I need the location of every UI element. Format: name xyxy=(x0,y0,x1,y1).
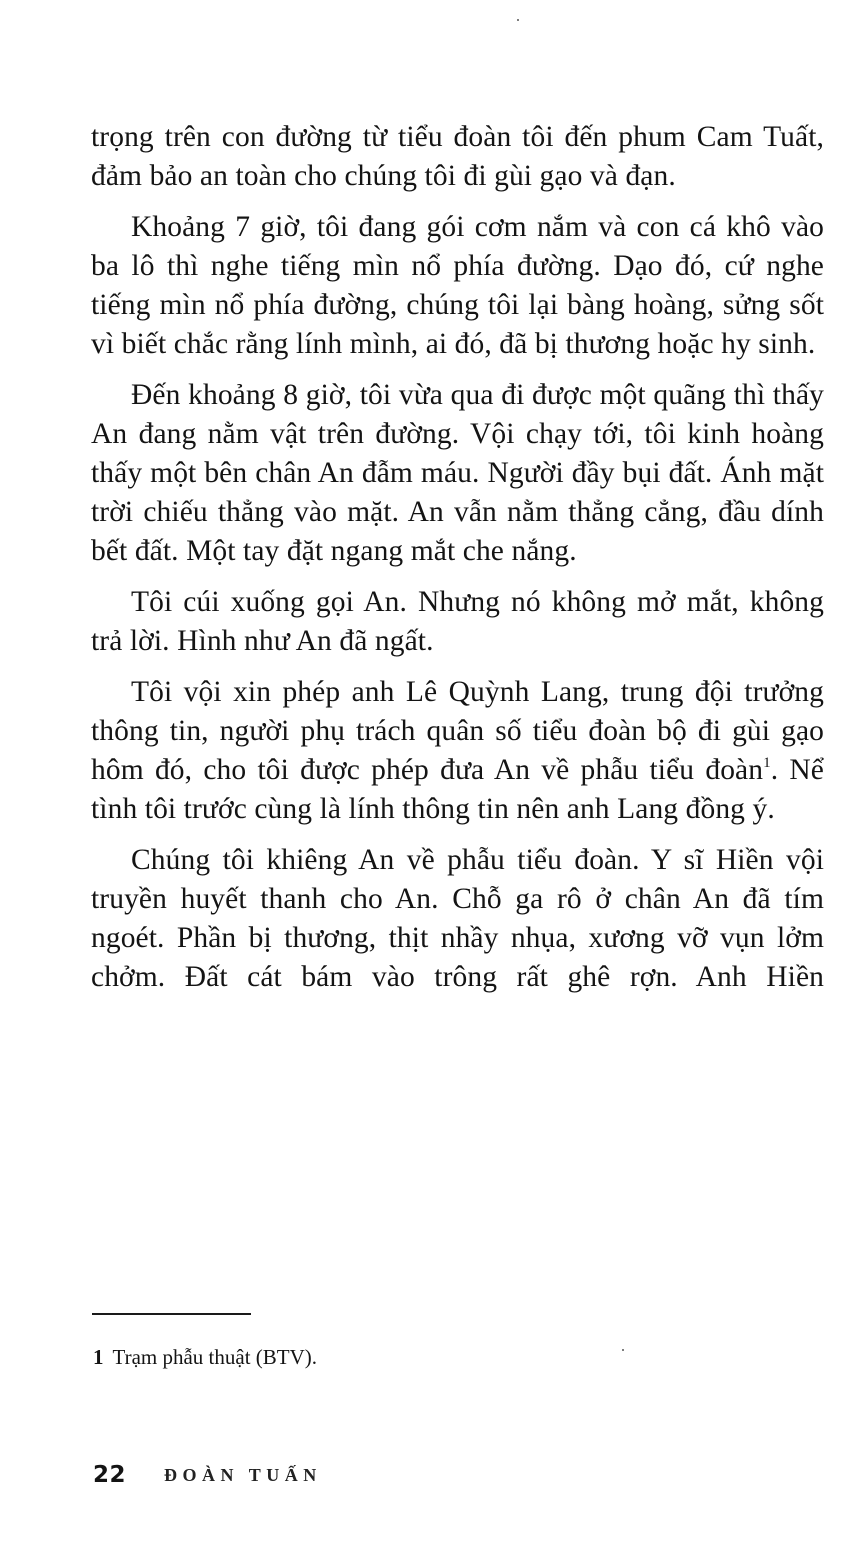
footnote-divider xyxy=(92,1313,251,1315)
paragraph-with-footnote xyxy=(91,673,824,829)
body-text xyxy=(91,118,824,1009)
paragraph: Khoảng 7 giờ, tôi đang gói cơm nắm và con cá khô vào ba lô thì nghe tiếng mìn nổ phía đường. Dạo đó, cứ nghe tiếng mìn nổ phía đường, chúng tôi lại bàng hoàng, sửng sốt vì biết chắc rằng lính mình, ai đó, đã bị thương hoặc hy sinh. xyxy=(91,211,824,360)
scan-speck xyxy=(517,19,519,21)
footnote-text: Trạm phẫu thuật (BTV). xyxy=(112,1345,318,1369)
paragraph: Đến khoảng 8 giờ, tôi vừa qua đi được một quãng thì thấy An đang nằm vật trên đường. Vội chạy tới, tôi kinh hoàng thấy một bên chân An đẫm máu. Người đầy bụi đất. Ánh mặt trời chiếu thẳng vào mặt. An vẫn nằm thẳng cẳng, đầu dính bết đất. Một tay đặt ngang mắt che nắng. xyxy=(91,379,824,567)
paragraph-continued: trọng trên con đường từ tiểu đoàn tôi đến phum Cam Tuất, đảm bảo an toàn cho chúng tôi đi gùi gạo và đạn. xyxy=(91,121,824,192)
paragraph-continues-next-page: Chúng tôi khiêng An về phẫu tiểu đoàn. Y sĩ Hiền vội truyền huyết thanh cho An. Chỗ ga rô ở chân An đã tím ngoét. Phần bị thương, thịt nhầy nhụa, xương vỡ vụn lởm chởm. Đất cát bám vào trông rất ghê rợn. Anh Hiền xyxy=(91,844,824,993)
paragraph-text-after-ref: . Nể tình tôi trước cùng là lính thông tin nên anh Lang đồng ý. xyxy=(91,754,824,825)
paragraph: Tôi cúi xuống gọi An. Nhưng nó không mở mắt, không trả lời. Hình như An đã ngất. xyxy=(91,586,824,657)
author-name: ĐOÀN TUẤN xyxy=(164,1464,322,1485)
footnote xyxy=(93,1343,317,1371)
footnote-reference: 1 xyxy=(763,755,771,771)
page-number: 22 xyxy=(93,1462,127,1488)
scan-speck xyxy=(622,1349,624,1351)
paragraph-text-before-ref: Tôi vội xin phép anh Lê Quỳnh Lang, trung đội trưởng thông tin, người phụ trách quân số tiểu đoàn bộ đi gùi gạo hôm đó, cho tôi được phép đưa An về phẫu tiểu đoàn xyxy=(91,676,824,786)
footnote-number: 1 xyxy=(93,1345,104,1369)
running-footer xyxy=(93,1459,322,1491)
